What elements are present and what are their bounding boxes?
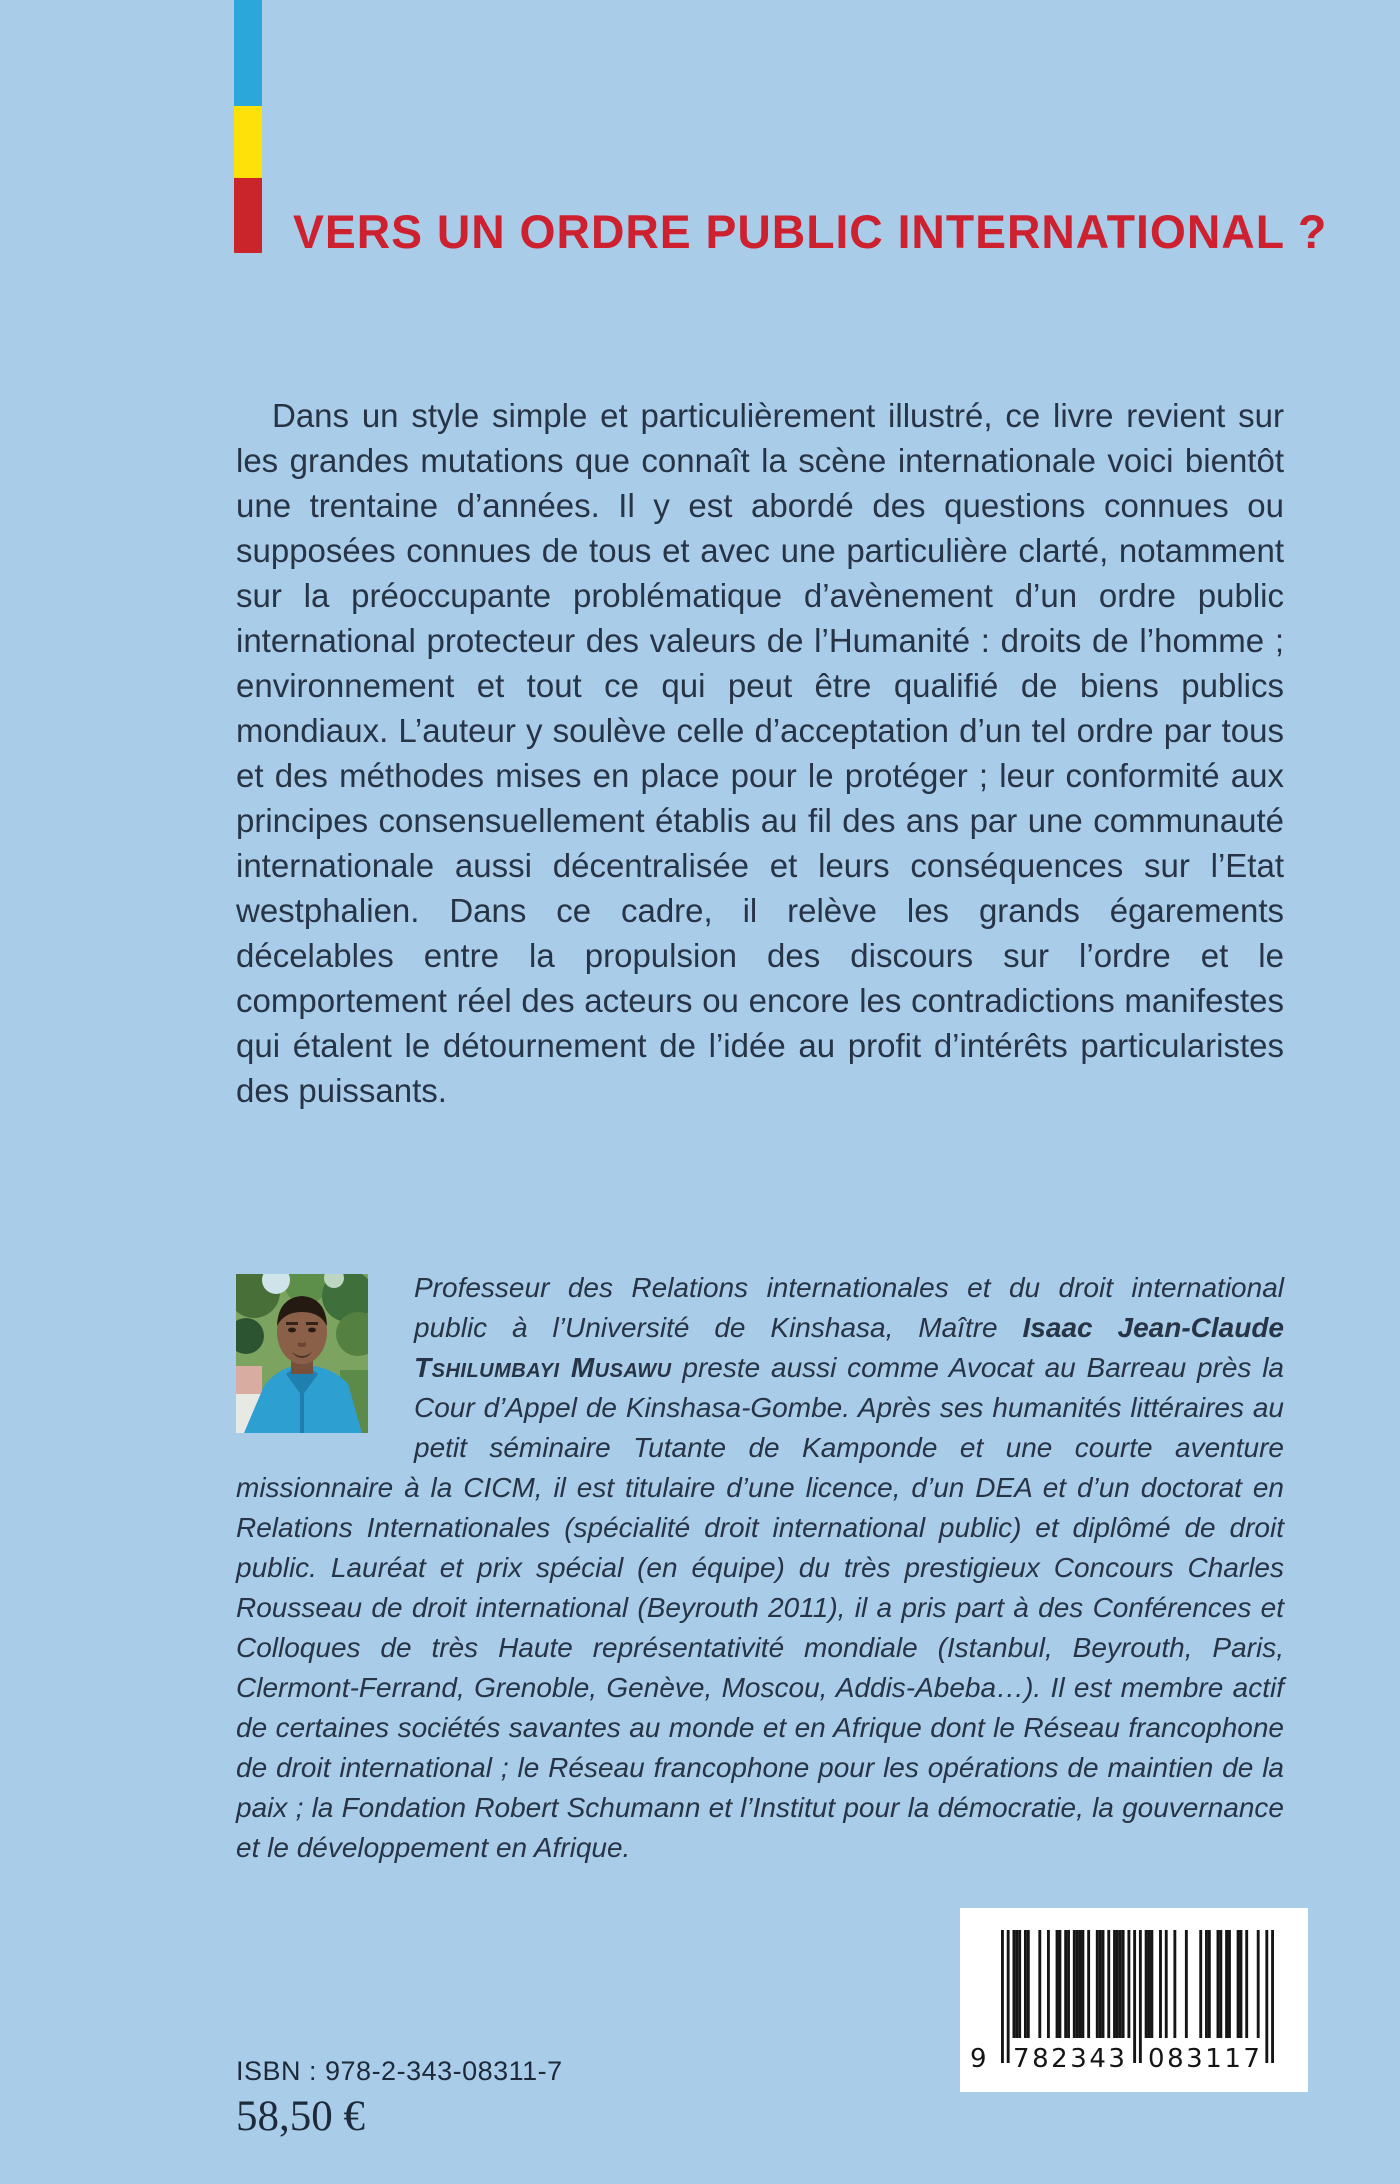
flag-stripe-yellow: [234, 106, 262, 178]
flag-stripe: [234, 0, 262, 253]
flag-stripe-red: [234, 178, 262, 253]
author-bio-text: [236, 1272, 1284, 1863]
book-title: VERS UN ORDRE PUBLIC INTERNATIONAL ?: [293, 205, 1328, 258]
bio-segment-smallcaps-bold: Tshilumbayi Musawu: [414, 1352, 672, 1383]
barcode-digit-leading: 9: [970, 2044, 987, 2074]
bio-segment-regular: Professeur des Relations internationales et du droit international public à l’Université de Kinshasa, Maître: [414, 1272, 1284, 1343]
bio-segment-regular: preste aussi comme Avocat au Barreau près la Cour d’Appel de Kinshasa-Gombe. Après ses humanités littéraires au petit séminaire Tutante de Kamponde et une courte aventure missionnaire à la CICM, il est titulaire d’une licence, d’un DEA et d’un doctorat en Relations Internationales (spécialité droit international public) et diplômé de droit public. Lauréat et prix spécial (en équipe) du très prestigieux Concours Charles Rousseau de droit international (Beyrouth 2011), il a pris part à des Conférences et Colloques de très Haute représentativité mondiale (Istanbul, Beyrouth, Paris, Clermont-Ferrand, Grenoble, Genève, Moscou, Addis-Abeba…). Il est membre actif de certaines sociétés savantes au monde et en Afrique dont le Réseau francophone de droit international ; le Réseau francophone pour les opérations de maintien de la paix ; la Fondation Robert Schumann et l’Institut pour la démocratie, la gouvernance et le développement en Afrique.: [236, 1352, 1284, 1863]
barcode-digit: 8: [1167, 2044, 1184, 2074]
price-text: 58,50 €: [236, 2093, 365, 2140]
barcode-digits-right-group: [1148, 2044, 1260, 2074]
author-photo-illustration: [236, 1274, 368, 1433]
barcode-digit: 3: [1108, 2044, 1125, 2074]
isbn-text: ISBN : 978-2-343-08311-7: [236, 2056, 563, 2086]
flag-stripe-blue: [234, 0, 262, 106]
barcode-digit: 3: [1070, 2044, 1087, 2074]
author-bio: [236, 1268, 1284, 1868]
barcode-digit: 8: [1032, 2044, 1049, 2074]
barcode-digit: 1: [1224, 2044, 1241, 2074]
author-photo: [236, 1274, 368, 1433]
barcode-digit: 7: [1243, 2044, 1260, 2074]
barcode-digit: 3: [1186, 2044, 1203, 2074]
barcode-digit: 7: [1013, 2044, 1030, 2074]
bio-segment-bold: Isaac Jean-Claude: [1022, 1312, 1284, 1343]
synopsis-paragraph: Dans un style simple et particulièrement illustré, ce livre revient sur les grandes mutations que connaît la scène internationale voici bientôt une trentaine d’années. Il y est abordé des questions connues ou supposées connues de tous et avec une particulière clarté, notamment sur la préoccupante problématique d’avènement d’un ordre public international protecteur des valeurs de l’Humanité : droits de l’homme ; environnement et tout ce qui peut être qualifié de biens publics mondiaux. L’auteur y soulève celle d’acceptation d’un tel ordre par tous et des méthodes mises en place pour le protéger ; leur conformité aux principes consensuellement établis au fil des ans par une communauté internationale aussi décentralisée et leurs conséquences sur l’Etat westphalien. Dans ce cadre, il relève les grands égarements décelables entre la propulsion des discours sur l’ordre et le comportement réel des acteurs ou encore les contradictions manifestes qui étalent le détournement de l’idée au profit d’intérêts particularistes des puissants.: [236, 397, 1284, 1109]
barcode-digit: 1: [1205, 2044, 1222, 2074]
barcode-digit: 4: [1089, 2044, 1106, 2074]
barcode-digits-left-group: [1013, 2044, 1125, 2074]
barcode: [960, 1908, 1308, 2092]
barcode-digit: 2: [1051, 2044, 1068, 2074]
barcode-digit: 0: [1148, 2044, 1165, 2074]
